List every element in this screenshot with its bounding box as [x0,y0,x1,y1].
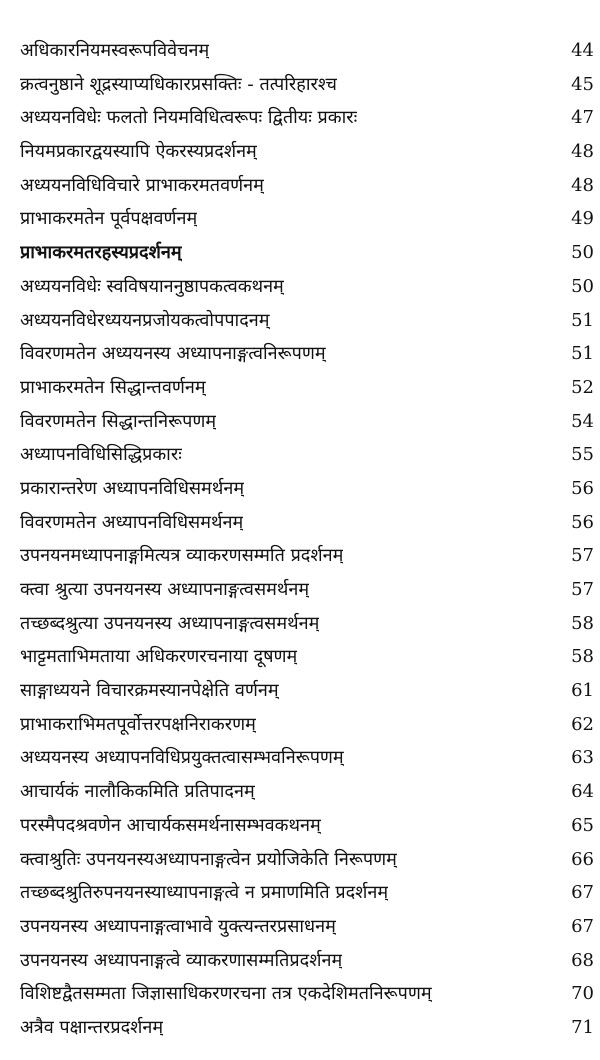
toc-entry-page-number: 66 [571,848,594,870]
toc-entry [20,135,594,169]
toc-entry [20,34,594,68]
toc-entry-title: अध्ययनविधिविचारे प्राभाकरमतवर्णनम् [20,174,264,196]
toc-entry-page-number: 52 [571,376,594,398]
toc-entry-page-number: 47 [571,107,594,129]
toc-entry-page-number: 48 [571,141,594,163]
toc-entry-page-number: 71 [571,1016,594,1038]
toc-entry-page-number: 49 [571,208,594,230]
toc-entry [20,371,594,405]
toc-entry-page-number: 51 [571,309,594,331]
toc-entry [20,438,594,472]
toc-entry-page-number: 55 [571,444,594,466]
toc-entry-title: उपनयनमध्यापनाङ्गमित्यत्र व्याकरणसम्मति प्रदर्शनम् [20,545,344,567]
toc-entry-title: क्त्वा श्रुत्या उपनयनस्य अध्यापनाङ्गत्वसमर्थनम् [20,579,310,600]
toc-entry-page-number: 61 [571,680,594,702]
toc-entry-title: अत्रैव पक्षान्तरप्रदर्शनम् [20,1016,164,1038]
toc-entry-page-number: 65 [571,814,594,836]
toc-entry-title: तच्छब्दश्रुतिरुपनयनस्याध्यापनाङ्गत्वे न प्रमाणमिति प्रदर्शनम् [20,882,389,904]
toc-entry [20,236,594,270]
toc-entry [20,337,594,371]
toc-entry-page-number: 68 [571,949,594,971]
toc-entry [20,876,594,910]
toc-entry-title: उपनयनस्य अध्यापनाङ्गत्वे व्याकरणासम्मतिप्रदर्शनम् [20,949,343,971]
toc-entry [20,640,594,674]
toc-entry [20,977,594,1011]
toc-entry-page-number: 50 [571,275,594,297]
toc-entry [20,472,594,506]
toc-entry-page-number: 62 [571,713,594,735]
toc-entry [20,169,594,203]
toc-entry [20,506,594,540]
table-of-contents [20,34,594,1045]
toc-entry-page-number: 57 [571,579,594,600]
toc-entry-title: उपनयनस्य अध्यापनाङ्गत्वाभावे युक्त्यन्तरप्रसाधनम् [20,915,336,937]
toc-entry-page-number: 45 [571,73,594,95]
toc-entry-title: अधिकारनियमस्वरूपविवेचनम् [20,40,210,61]
toc-entry [20,405,594,439]
toc-entry-page-number: 50 [571,242,594,264]
toc-entry [20,1011,594,1045]
toc-entry-page-number: 70 [571,983,594,1005]
toc-entry-page-number: 58 [571,646,594,668]
toc-entry [20,741,594,775]
toc-entry-page-number: 56 [571,511,594,533]
toc-entry-title: प्राभाकरमतेन पूर्वपक्षवर्णनम् [20,208,198,230]
toc-entry-title: आचार्यकं नालौकिकमिति प्रतिपादनम् [20,781,255,803]
toc-entry [20,270,594,304]
toc-entry [20,68,594,102]
toc-entry [20,809,594,843]
toc-entry-title: विवरणमतेन सिद्धान्तनिरूपणम् [20,410,217,432]
toc-entry-page-number: 67 [571,882,594,904]
toc-entry-page-number: 48 [571,174,594,196]
toc-entry-title: क्रत्वनुष्ठाने शूद्रस्याप्यधिकारप्रसक्तिः - तत्परिहारश्च [20,73,337,95]
toc-entry-title: विवरणमतेन अध्यापनविधिसमर्थनम् [20,511,244,533]
toc-entry [20,674,594,708]
toc-entry [20,843,594,877]
toc-entry-title: अध्ययनविधेः फलतो नियमविधित्वरूपः द्वितीयः प्रकारः [20,107,358,129]
toc-entry [20,607,594,641]
toc-entry [20,708,594,742]
toc-entry-page-number: 44 [571,40,594,61]
toc-entry-title: साङ्गाध्ययने विचारक्रमस्यानपेक्षेति वर्णनम् [20,680,279,702]
toc-entry [20,202,594,236]
toc-entry-title: अध्ययनविधेरध्ययनप्रजोयकत्वोपपादनम् [20,309,270,331]
toc-entry-page-number: 57 [571,545,594,567]
toc-entry-title: अध्ययनस्य अध्यापनविधिप्रयुक्तत्वासम्भवनिरूपणम् [20,747,344,769]
toc-entry [20,304,594,338]
toc-entry-page-number: 58 [571,612,594,634]
toc-entry [20,573,594,607]
toc-entry-title: परस्मैपदश्रवणेन आचार्यकसमर्थनासम्भवकथनम् [20,814,321,836]
toc-entry [20,944,594,978]
toc-entry-title: अध्ययनविधेः स्वविषयाननुष्ठापकत्वकथनम् [20,275,284,297]
toc-entry [20,775,594,809]
toc-entry-title: नियमप्रकारद्वयस्यापि ऐकरस्यप्रदर्शनम् [20,141,257,163]
toc-entry-title: प्राभाकरमतरहस्यप्रदर्शनम् [20,242,182,264]
toc-entry [20,101,594,135]
toc-entry-page-number: 67 [571,915,594,937]
toc-entry-page-number: 51 [571,343,594,365]
toc-entry-title: तच्छब्दश्रुत्या उपनयनस्य अध्यापनाङ्गत्वसमर्थनम् [20,612,320,634]
toc-entry [20,910,594,944]
toc-entry-title: प्राभाकरमतेन सिद्धान्तवर्णनम् [20,376,206,398]
toc-entry-title: विवरणमतेन अध्ययनस्य अध्यापनाङ्गत्वनिरूपणम् [20,343,326,365]
toc-entry-title: प्रकारान्तरेण अध्यापनविधिसमर्थनम् [20,477,245,499]
toc-entry-page-number: 54 [571,410,594,432]
toc-entry-page-number: 56 [571,477,594,499]
toc-entry-page-number: 63 [571,747,594,769]
toc-entry-title: भाट्टमताभिमताया अधिकरणरचनाया दूषणम् [20,646,298,668]
toc-entry [20,539,594,573]
toc-entry-title: प्राभाकराभिमतपूर्वोत्तरपक्षनिराकरणम् [20,713,256,735]
toc-entry-page-number: 64 [571,781,594,803]
toc-entry-title: अध्यापनविधिसिद्धिप्रकारः [20,444,182,466]
toc-entry-title: विशिष्टद्वैतसम्मता जिज्ञासाधिकरणरचना तत्र एकदेशिमतनिरूपणम् [20,983,432,1005]
toc-entry-title: क्त्वाश्रुतिः उपनयनस्यअध्यापनाङ्गत्वेन प्रयोजिकेति निरूपणम् [20,848,397,870]
